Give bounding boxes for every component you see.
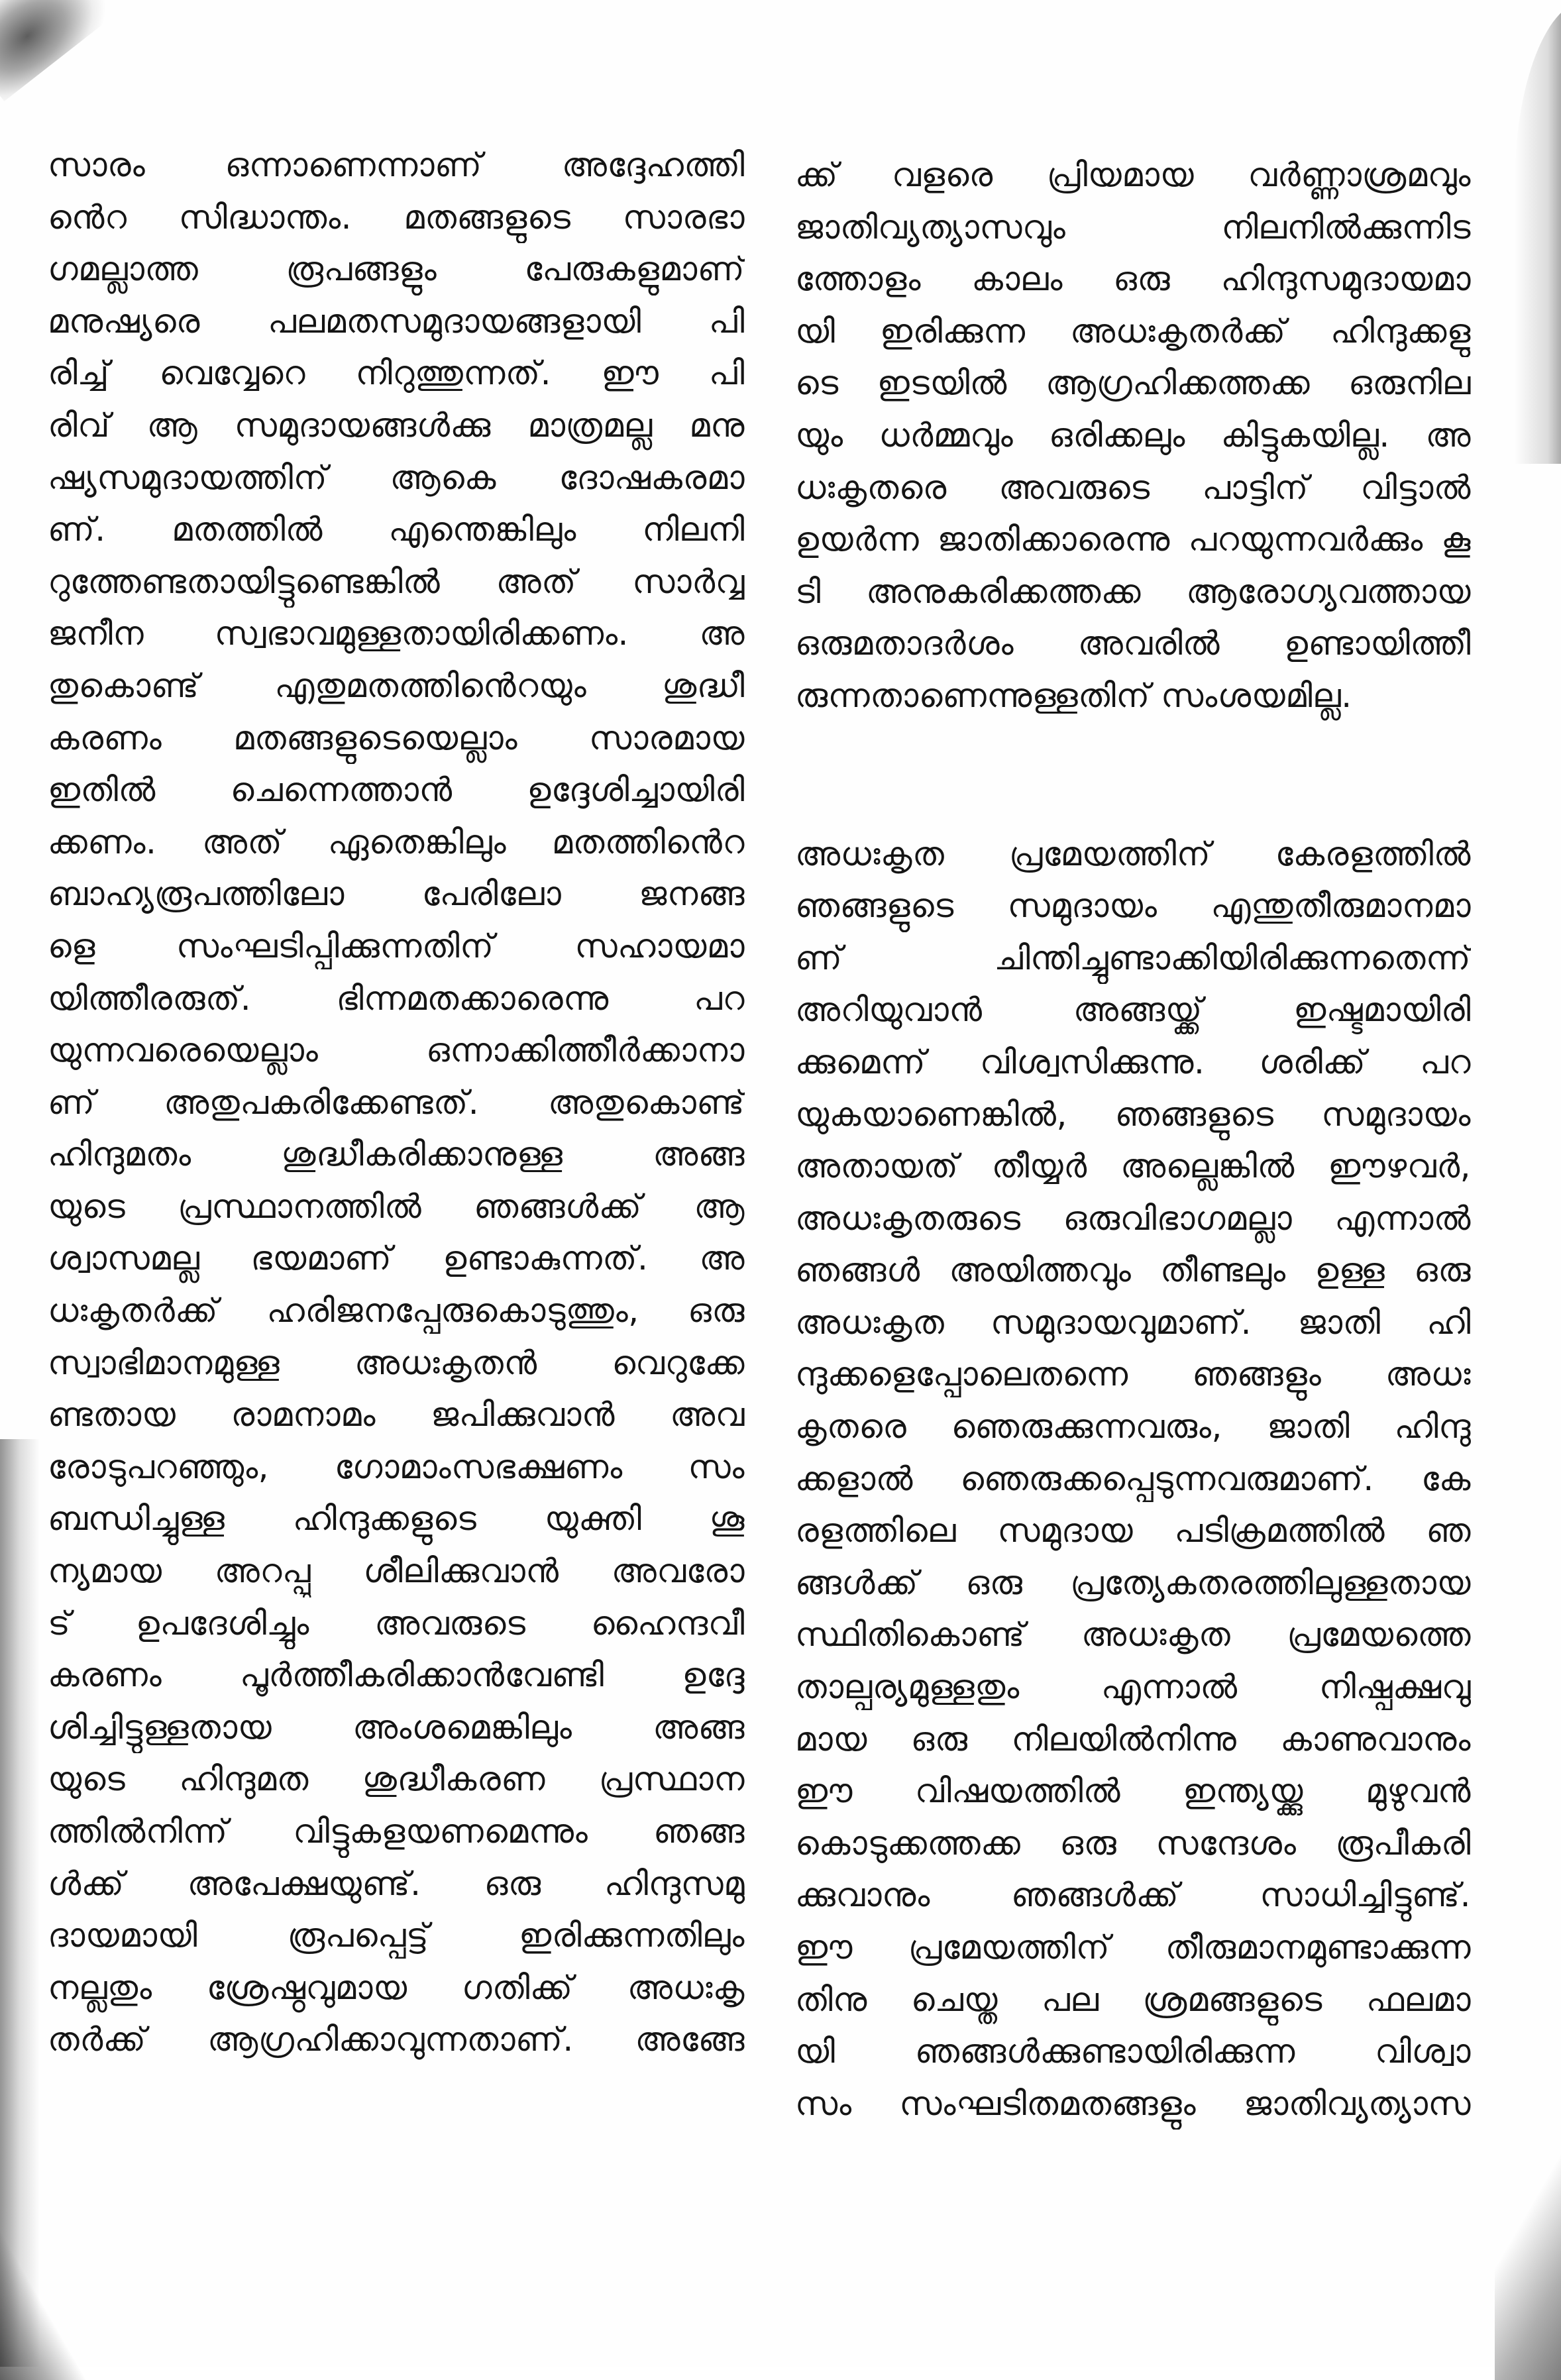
- text-line: കരണം പൂർത്തീകരിക്കാൻവേണ്ടി ഉദ്ദേ: [48, 1656, 745, 1695]
- text-line: ബന്ധിച്ചുള്ള ഹിന്ദുക്കളുടെ യുക്തി ശൂ: [48, 1499, 745, 1539]
- text-line: തിനു ചെയ്ത പല ശ്രമങ്ങളുടെ ഫലമാ: [795, 1980, 1471, 2019]
- left-column: [48, 139, 745, 2066]
- text-line: ന്ദുക്കളെപ്പോലെതന്നെ ഞങ്ങളും അധഃ: [795, 1355, 1471, 1394]
- text-line: മായ ഒരു നിലയിൽനിന്നു കാണുവാനും: [795, 1719, 1471, 1758]
- text-line: തുകൊണ്ട് എതുമതത്തിൻെറയും ശുദ്ധീ: [48, 666, 745, 705]
- text-line: ക്കുവാനും ഞങ്ങൾക്ക് സാധിച്ചിട്ടുണ്ട്.: [795, 1876, 1471, 1915]
- text-line: യും ധർമ്മവും ഒരിക്കലും കിട്ടുകയില്ല. അ: [795, 415, 1471, 455]
- text-line: യുന്നവരെയെല്ലാം ഒന്നാക്കിത്തീർക്കാനാ: [48, 1031, 745, 1070]
- text-line: മനുഷ്യരെ പലമതസമുദായങ്ങളായി പി: [48, 301, 745, 341]
- text-line: ഷ്യസമുദായത്തിന് ആകെ ദോഷകരമാ: [48, 458, 745, 497]
- text-line: ഉയർന്ന ജാതിക്കാരെന്നു പറയുന്നവർക്കും കൂ: [795, 520, 1471, 559]
- text-line: രിവ് ആ സമുദായങ്ങൾക്കു മാത്രമല്ല മനു: [48, 406, 745, 445]
- text-line: ധഃകൃതരെ അവരുടെ പാട്ടിന് വിട്ടാൽ: [795, 468, 1471, 507]
- text-line: റുത്തേണ്ടതായിട്ടുണ്ടെങ്കിൽ അത് സാർവ്വ: [48, 562, 745, 601]
- text-line: യുടെ പ്രസ്ഥാനത്തിൽ ഞങ്ങൾക്ക് ആ: [48, 1187, 745, 1226]
- text-line: അധഃകൃതരുടെ ഒരുവിഭാഗമല്ലാ എന്നാൽ: [795, 1199, 1471, 1238]
- text-line: കൊടുക്കത്തക്ക ഒരു സന്ദേശം രൂപീകരി: [795, 1823, 1471, 1863]
- text-line: യിത്തീരരുത്. ഭിന്നമതക്കാരെന്നു പറ: [48, 979, 745, 1018]
- text-line: യുകയാണെങ്കിൽ, ഞങ്ങളുടെ സമുദായം: [795, 1095, 1471, 1134]
- scan-edge-shadow-left: [0, 1439, 40, 2367]
- text-line: ണ് ചിന്തിച്ചുണ്ടാക്കിയിരിക്കുന്നതെന്ന്: [795, 938, 1471, 977]
- text-line: തർക്ക് ആഗ്രഹിക്കാവുന്നതാണ്. അങ്ങേ: [48, 2020, 745, 2059]
- text-line: കൃതരെ ഞെരുക്കുന്നവരും, ജാതി ഹിന്ദു: [795, 1407, 1471, 1446]
- text-line: ട് ഉപദേശിച്ചും അവരുടെ ഹൈന്ദവീ: [48, 1603, 745, 1643]
- text-line: ഞങ്ങൾ അയിത്തവും തീണ്ടലും ഉള്ള ഒരു: [795, 1251, 1471, 1290]
- text-line: ണ്ടതായ രാമനാമം ജപിക്കുവാൻ അവ: [48, 1395, 745, 1434]
- text-line: ഹിന്ദുമതം ശുദ്ധീകരിക്കാനുള്ള അങ്ങ: [48, 1135, 745, 1174]
- text-line: ഈ വിഷയത്തിൽ ഇന്ത്യയ്ക്കു മുഴുവൻ: [795, 1772, 1471, 1811]
- text-line: അറിയുവാൻ അങ്ങയ്ക്ക് ഇഷ്ടമായിരി: [795, 991, 1471, 1030]
- text-line: ക്ക് വളരെ പ്രിയമായ വർണ്ണാശ്രമവും: [795, 156, 1471, 194]
- text-line: ജാതിവ്യത്യാസവും നിലനിൽക്കുന്നിട: [795, 207, 1471, 246]
- text-line: ക്കളാൽ ഞെരുക്കപ്പെടുന്നവരുമാണ്. കേ: [795, 1459, 1471, 1498]
- text-line: സം സംഘടിതമതങ്ങളും ജാതിവ്യത്യാസ: [795, 2084, 1471, 2123]
- text-line: യുടെ ഹിന്ദുമത ശുദ്ധീകരണ പ്രസ്ഥാന: [48, 1760, 745, 1799]
- text-line: ക്കുമെന്ന് വിശ്വസിക്കുന്നു. ശരിക്ക് പറ: [795, 1042, 1471, 1081]
- text-line: ടി അനുകരിക്കത്തക്ക ആരോഗ്യവത്തായ: [795, 572, 1471, 611]
- text-line: അധഃകൃത പ്രമേയത്തിന് കേരളത്തിൽ: [795, 834, 1471, 873]
- text-line: ദായമായി രൂപപ്പെട്ട് ഇരിക്കുന്നതിലും: [48, 1916, 745, 1955]
- text-line: ക്കണം. അത് ഏതെങ്കിലും മതത്തിൻെറ: [48, 822, 745, 861]
- text-line: ത്തിൽനിന്ന് വിട്ടുകളയണമെന്നും ഞങ്ങ: [48, 1812, 745, 1851]
- text-line: രിച്ച് വെവ്വേറെ നിറുത്തുന്നത്. ഈ പി: [48, 354, 745, 393]
- scan-edge-shadow-top-right: [1515, 0, 1561, 464]
- text-line: ങ്ങൾക്ക് ഒരു പ്രത്യേകതരത്തിലുള്ളതായ: [795, 1563, 1471, 1602]
- scan-edge-shadow-bottom-left: [0, 2208, 93, 2380]
- text-line: യി ഞങ്ങൾക്കുണ്ടായിരിക്കുന്ന വിശ്വാ: [795, 2032, 1471, 2071]
- text-line: അതായത് തീയ്യർ അല്ലെങ്കിൽ ഈഴവർ,: [795, 1147, 1471, 1186]
- text-line: സ്ഥിതികൊണ്ട് അധഃകൃത പ്രമേയത്തെ: [795, 1615, 1471, 1654]
- text-line: ധഃകൃതർക്ക് ഹരിജനപ്പേരുകൊടുത്തും, ഒരു: [48, 1291, 745, 1330]
- text-line: ഗമല്ലാത്ത രൂപങ്ങളും പേരുകളുമാണ്: [48, 250, 745, 289]
- text-line: രളത്തിലെ സമുദായ പടിക്രമത്തിൽ ഞ: [795, 1511, 1471, 1550]
- text-line: സ്വാഭിമാനമുള്ള അധഃകൃതൻ വെറുക്കേ: [48, 1343, 745, 1382]
- text-line: ജനീന സ്വഭാവമുള്ളതായിരിക്കണം. അ: [48, 614, 745, 653]
- scan-edge-shadow-bottom-right: [1495, 2102, 1561, 2380]
- text-line: ശ്വാസമല്ല ഭയമാണ് ഉണ്ടാകുന്നത്. അ: [48, 1239, 745, 1278]
- scan-edge-shadow-top-left: [0, 0, 119, 101]
- paragraph-spacer: [795, 722, 1471, 828]
- text-line: ബാഹ്യരൂപത്തിലോ പേരിലോ ജനങ്ങ: [48, 875, 745, 914]
- right-column: [795, 149, 1471, 2130]
- right-paragraph-2: [795, 828, 1471, 2130]
- text-line: ണ് അതുപകരിക്കേണ്ടത്. അതുകൊണ്ട്: [48, 1083, 745, 1122]
- text-line: ന്യമായ അറപ്പു ശീലിക്കുവാൻ അവരോ: [48, 1552, 745, 1591]
- text-line: ളെ സംഘടിപ്പിക്കുന്നതിന് സഹായമാ: [48, 926, 745, 965]
- text-line: ഒരുമതാദർശം അവരിൽ ഉണ്ടായിത്തീ: [795, 624, 1471, 663]
- text-line: ശിച്ചിട്ടുള്ളതായ അംശമെങ്കിലും അങ്ങ: [48, 1707, 745, 1747]
- right-paragraph-1: [795, 149, 1471, 722]
- text-line: യി ഇരിക്കുന്ന അധഃകൃതർക്ക് ഹിന്ദുക്കളു: [795, 311, 1471, 351]
- text-line: രുന്നതാണെന്നുള്ളതിന് സംശയമില്ല.: [795, 676, 1352, 715]
- text-line: കരണം മതങ്ങളുടെയെല്ലാം സാരമായ: [48, 718, 745, 757]
- text-line: ഞങ്ങളുടെ സമുദായം എന്തുതീരുമാനമാ: [795, 887, 1471, 926]
- text-line: ഈ പ്രമേയത്തിന് തീരുമാനമുണ്ടാക്കുന്ന: [795, 1928, 1471, 1967]
- text-line: ടെ ഇടയിൽ ആഗ്രഹിക്കത്തക്ക ഒരുനില: [795, 364, 1471, 403]
- text-line: ണ്. മതത്തിൽ എന്തെങ്കിലും നിലനി: [48, 510, 745, 549]
- text-line: നല്ലതും ശ്രേഷ്ഠവുമായ ഗതിക്ക് അധഃകൃ: [48, 1968, 745, 2007]
- text-line: ൻെറ സിദ്ധാന്തം. മതങ്ങളുടെ സാരഭാ: [48, 197, 745, 237]
- text-line: ൾക്ക് അപേക്ഷയുണ്ട്. ഒരു ഹിന്ദുസമു: [48, 1864, 745, 1903]
- text-line: അധഃകൃത സമുദായവുമാണ്. ജാതി ഹി: [795, 1303, 1471, 1342]
- text-line: ത്തോളം കാലം ഒരു ഹിന്ദുസമുദായമാ: [795, 260, 1471, 299]
- text-line: ഇതിൽ ചെന്നെത്താൻ ഉദ്ദേശിച്ചായിരി: [48, 771, 745, 810]
- text-line: സാരം ഒന്നാണെന്നാണ് അദ്ദേഹത്തി: [48, 146, 745, 184]
- text-line: രോടുപറഞ്ഞും, ഗോമാംസഭക്ഷണം സം: [48, 1447, 745, 1486]
- text-line: താല്പര്യമുള്ളതും എന്നാൽ നിഷ്പക്ഷവു: [795, 1668, 1471, 1707]
